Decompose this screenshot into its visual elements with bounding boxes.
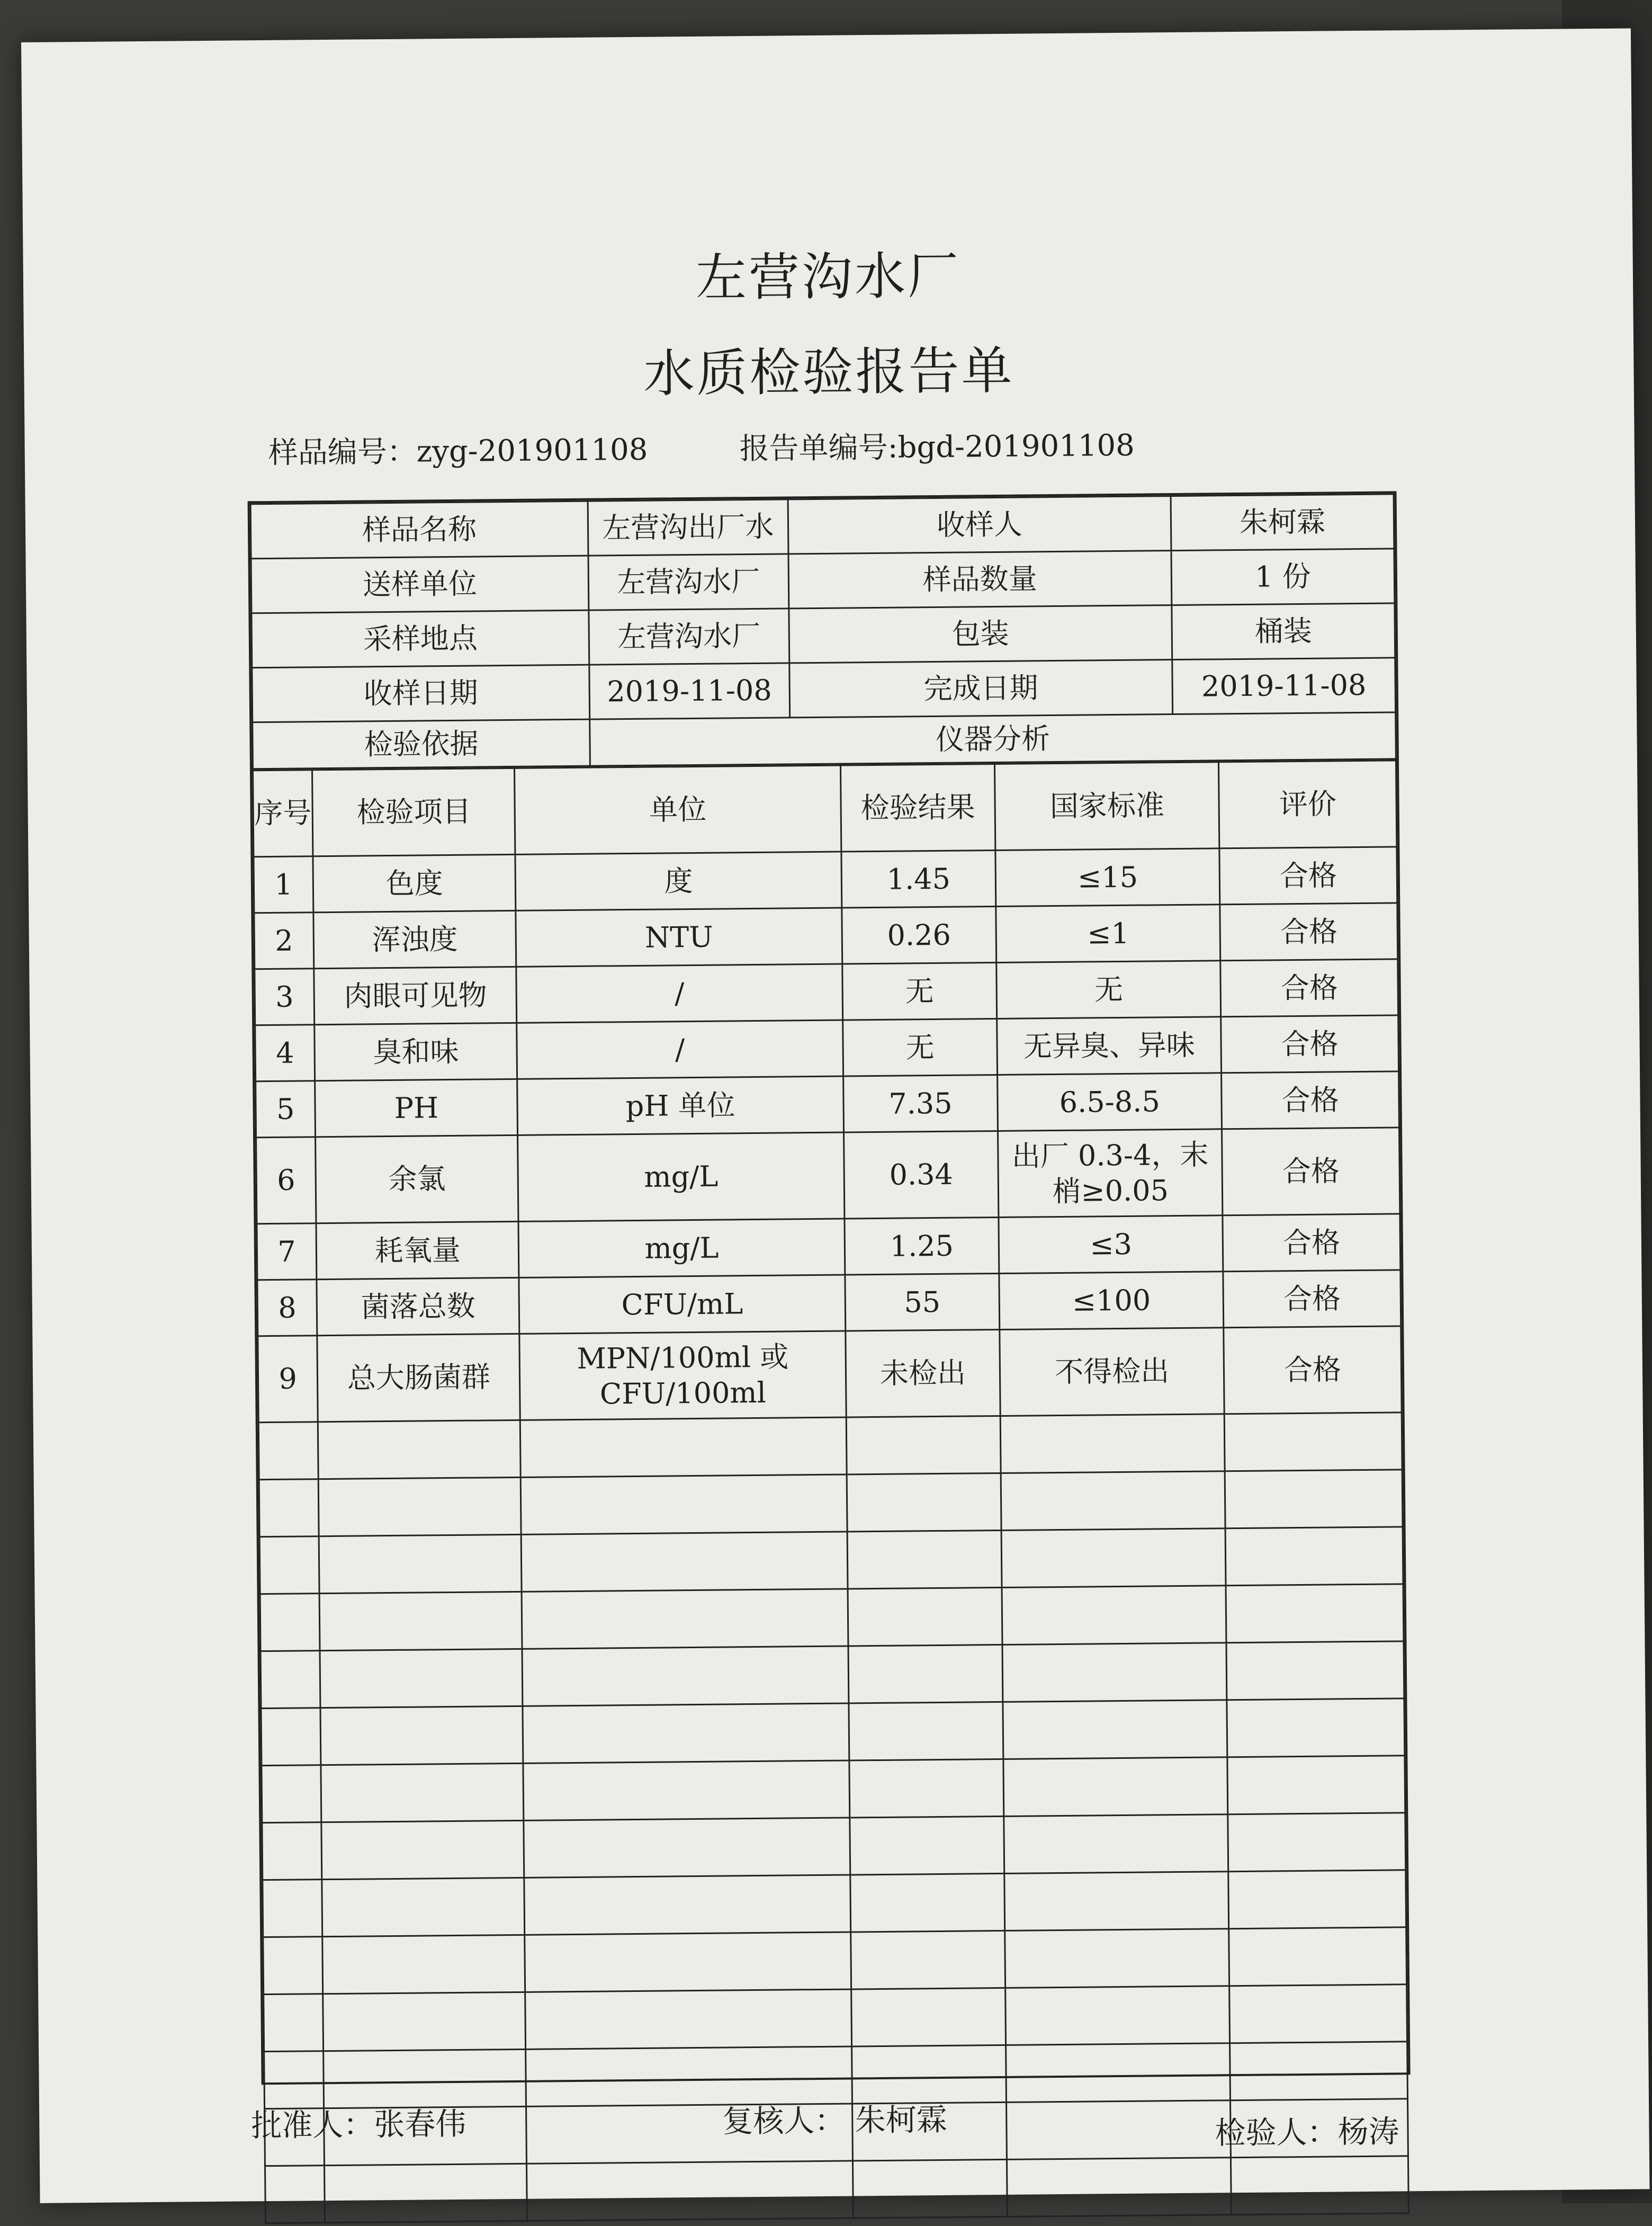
inspector-signature: 检验人：杨涛 (1215, 2113, 1399, 2151)
complete-date-value: 2019-11-08 (1172, 658, 1396, 714)
table-row (258, 1326, 1402, 1423)
row-unit: mg/L (518, 1132, 845, 1221)
report-table (248, 491, 1411, 2085)
approver-signature: 批准人：张春伟 (251, 2105, 466, 2144)
row-rating: 合格 (1223, 1270, 1401, 1328)
row-unit: CFU/mL (519, 1275, 845, 1334)
row-rating: 合格 (1221, 1015, 1399, 1073)
blank-row (263, 1870, 1406, 1937)
row-standard: ≤3 (999, 1215, 1223, 1274)
row-rating: 合格 (1219, 847, 1397, 905)
package-label: 包装 (789, 605, 1172, 663)
blank-row (258, 1413, 1402, 1480)
blank-row (262, 1813, 1406, 1880)
blank-row (260, 1584, 1404, 1651)
col-header-result: 检验结果 (840, 764, 995, 852)
row-result: 1.45 (841, 851, 996, 908)
location-value: 左营沟水厂 (589, 609, 789, 665)
location-label: 采样地点 (252, 610, 589, 668)
reviewer-signature: 复核人： 朱柯霖 (722, 2101, 948, 2140)
sample-name-value: 左营沟出厂水 (588, 499, 788, 556)
blank-row (259, 1470, 1403, 1537)
blank-row (261, 1698, 1405, 1766)
sample-number: 样品编号：zyg-201901108 (268, 432, 648, 470)
table-row (254, 847, 1397, 913)
blank-row (261, 1641, 1404, 1709)
row-result: 1.25 (845, 1217, 999, 1275)
col-header-standard: 国家标准 (995, 762, 1220, 851)
col-header-item: 检验项目 (312, 768, 516, 856)
report-number: 报告单编号:bgd-201901108 (739, 428, 1135, 467)
row-item: 色度 (313, 854, 516, 912)
row-rating: 合格 (1222, 1071, 1399, 1129)
complete-date-label: 完成日期 (789, 660, 1172, 718)
row-result: 无 (842, 1018, 997, 1076)
row-standard: 不得检出 (1000, 1328, 1225, 1416)
header-row (253, 761, 1397, 857)
row-unit: NTU (516, 908, 842, 967)
info-row (252, 658, 1396, 722)
row-item: 余氯 (316, 1135, 519, 1223)
row-standard: 出厂 0.3-4，末梢≥0.05 (998, 1129, 1223, 1218)
receiver-label: 收样人 (788, 496, 1171, 554)
row-standard: ≤100 (999, 1272, 1224, 1330)
col-header-unit: 单位 (515, 765, 841, 854)
info-row (250, 494, 1394, 559)
row-result: 55 (845, 1273, 1000, 1331)
quantity-label: 样品数量 (788, 551, 1172, 609)
row-unit: 度 (515, 852, 841, 910)
row-no: 9 (258, 1336, 318, 1423)
row-standard: ≤1 (996, 905, 1220, 963)
report-title: 水质检验报告单 (643, 341, 1014, 404)
row-rating: 合格 (1222, 1128, 1400, 1215)
row-standard: 无 (996, 961, 1221, 1019)
table-row (255, 1015, 1399, 1081)
sender-label: 送样单位 (251, 556, 589, 613)
table-row (256, 1071, 1399, 1138)
blank-row (265, 2156, 1409, 2223)
row-item: 浑浊度 (313, 910, 516, 968)
receive-date-value: 2019-11-08 (589, 663, 790, 719)
blank-row (262, 1756, 1405, 1823)
row-unit: MPN/100ml 或 CFU/100ml (519, 1331, 846, 1420)
table-row (257, 1270, 1401, 1336)
package-value: 桶装 (1172, 603, 1395, 660)
basis-label: 检验依据 (253, 719, 590, 769)
report-sheet (21, 28, 1649, 2203)
table-row (257, 1214, 1400, 1280)
row-unit: mg/L (518, 1219, 845, 1277)
info-row (252, 603, 1395, 668)
row-rating: 合格 (1224, 1326, 1402, 1414)
row-result: 0.34 (843, 1131, 999, 1219)
row-standard: 无异臭、异味 (997, 1017, 1222, 1075)
row-unit: pH 单位 (517, 1076, 843, 1135)
row-item: 臭和味 (315, 1023, 517, 1080)
receiver-value: 朱柯霖 (1171, 494, 1394, 551)
sample-name-label: 样品名称 (250, 501, 588, 559)
row-no: 1 (254, 856, 313, 913)
row-unit: / (516, 964, 842, 1023)
row-no: 2 (254, 913, 314, 969)
row-no: 3 (255, 969, 315, 1025)
row-item: 耗氧量 (316, 1221, 519, 1279)
row-standard: ≤15 (995, 848, 1220, 907)
row-item: 肉眼可见物 (314, 967, 517, 1024)
row-item: 菌落总数 (317, 1277, 519, 1335)
quantity-value: 1 份 (1171, 549, 1395, 605)
row-no: 7 (257, 1223, 317, 1280)
row-result: 无 (842, 962, 996, 1020)
row-result: 7.35 (843, 1075, 998, 1132)
table-row (256, 1128, 1400, 1224)
row-result: 0.26 (842, 906, 996, 964)
blank-row (263, 1927, 1407, 1995)
row-standard: 6.5-8.5 (998, 1073, 1222, 1131)
row-rating: 合格 (1223, 1214, 1400, 1272)
blank-row (264, 1984, 1407, 2052)
receive-date-label: 收样日期 (252, 665, 590, 722)
info-row (253, 712, 1396, 769)
info-row (251, 549, 1395, 613)
basis-value: 仪器分析 (590, 712, 1396, 766)
results-table (252, 759, 1409, 2224)
row-rating: 合格 (1220, 959, 1398, 1017)
plant-title: 左营沟水厂 (695, 246, 961, 308)
col-header-no: 序号 (253, 770, 313, 857)
row-unit: / (517, 1020, 843, 1079)
row-item: 总大肠菌群 (317, 1334, 520, 1422)
table-row (255, 959, 1398, 1025)
info-table (250, 493, 1397, 770)
row-result: 未检出 (846, 1329, 1001, 1417)
sender-value: 左营沟水厂 (588, 554, 789, 610)
row-no: 4 (255, 1025, 315, 1081)
row-no: 8 (257, 1280, 317, 1336)
row-rating: 合格 (1220, 903, 1398, 961)
col-header-rating: 评价 (1219, 761, 1397, 848)
blank-row (259, 1527, 1403, 1594)
row-item: PH (315, 1079, 518, 1137)
table-row (254, 903, 1398, 969)
row-no: 6 (256, 1137, 317, 1224)
row-no: 5 (256, 1081, 316, 1138)
